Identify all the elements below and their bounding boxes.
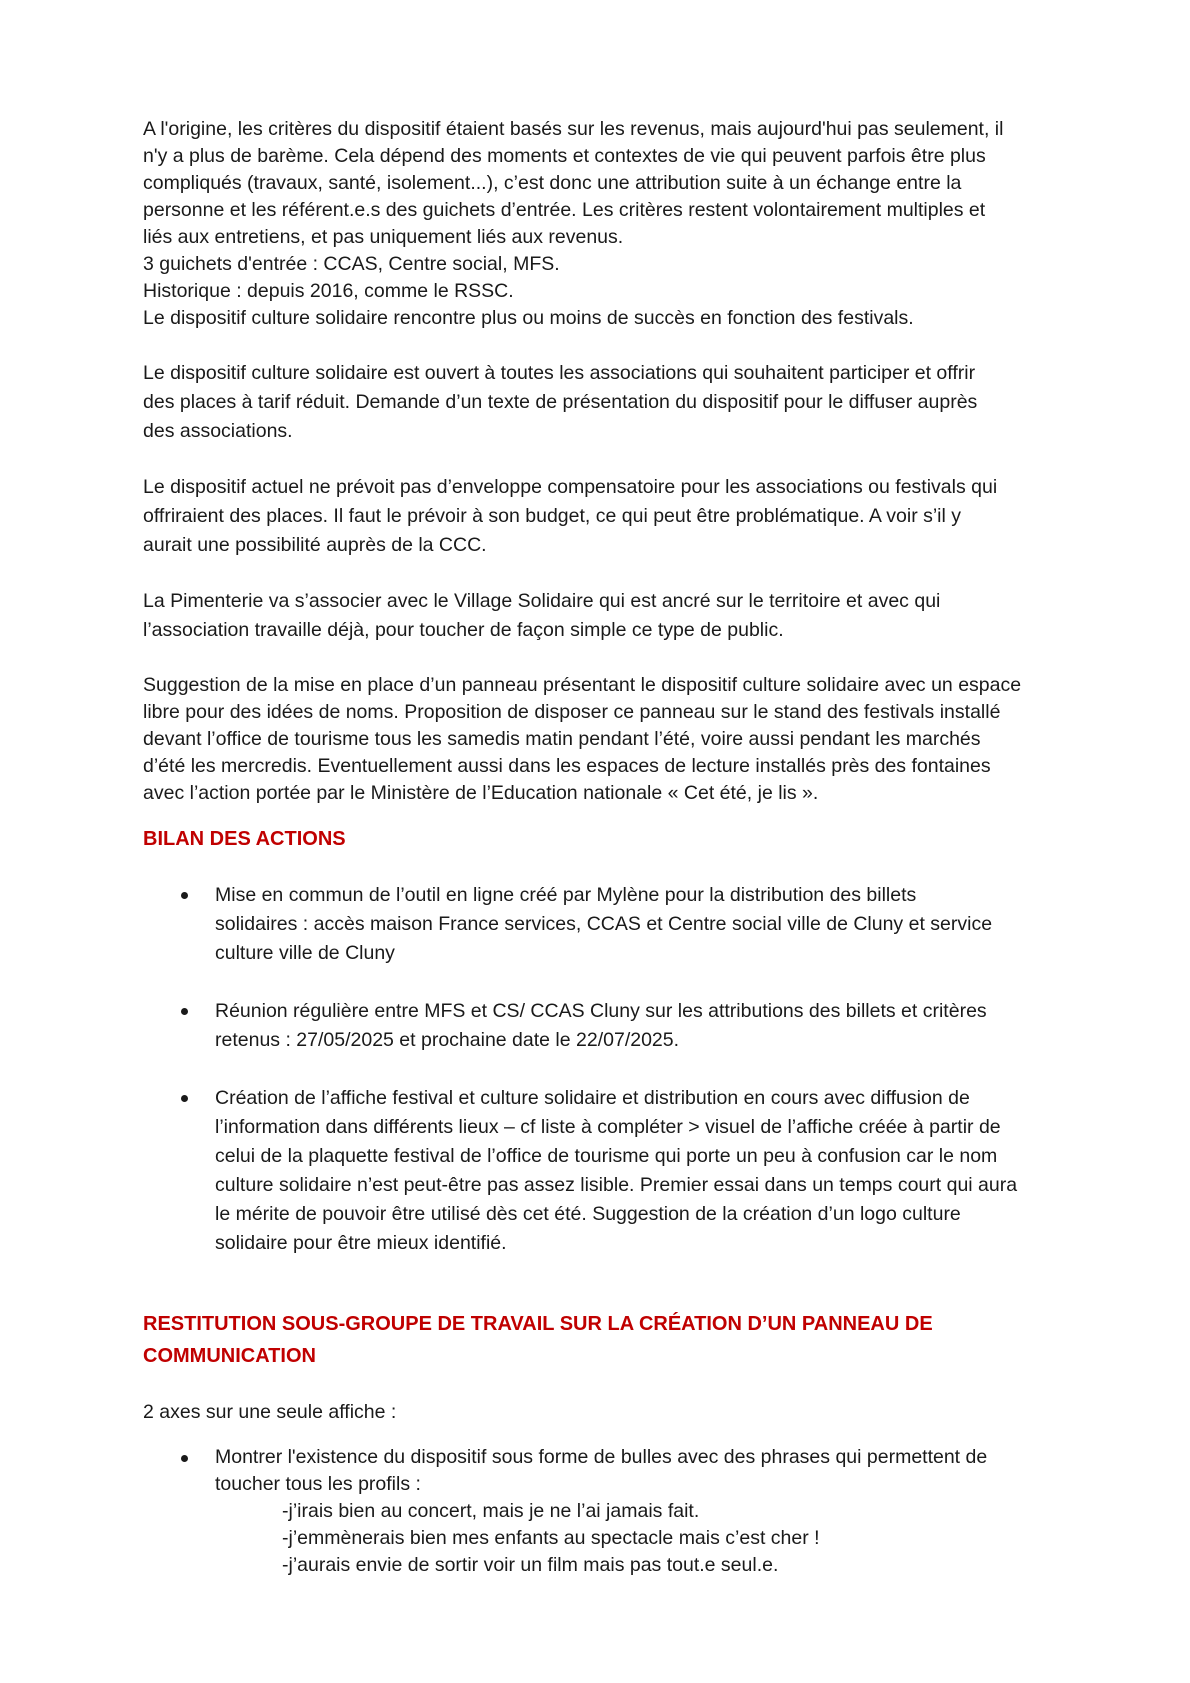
text-line: des places à tarif réduit. Demande d’un texte de présentation du dispositif pour le diffuser auprès (143, 391, 978, 413)
section-heading-restitution (143, 1308, 1040, 1372)
text-line: solidaires : accès maison France services, CCAS et Centre social ville de Cluny et service (215, 913, 993, 935)
intro-paragraph (143, 116, 1040, 332)
text-line: toucher tous les profils : (215, 1473, 421, 1495)
text-line: Mise en commun de l’outil en ligne créé par Mylène pour la distribution des billets (215, 884, 917, 906)
text-line: le mérite de pouvoir être utilisé dès cet été. Suggestion de la création d’un logo culture (215, 1203, 961, 1225)
heading-line: RESTITUTION SOUS-GROUPE DE TRAVAIL SUR LA CRÉATION D’UN PANNEAU DE (143, 1313, 933, 1335)
axes-intro: 2 axes sur une seule affiche : (143, 1401, 397, 1423)
list-item (143, 881, 1040, 968)
list-item (143, 1444, 1040, 1498)
enveloppe-paragraph (143, 473, 1040, 560)
text-line: compliqués (travaux, santé, isolement...), c’est donc une attribution suite à un échange entre la (143, 172, 962, 194)
quote-line: -j’emmènerais bien mes enfants au spectacle mais c’est cher ! (282, 1527, 820, 1549)
quote-line: -j’aurais envie de sortir voir un film mais pas tout.e seul.e. (282, 1554, 779, 1576)
axes-list (143, 1444, 1040, 1498)
text-line: culture ville de Cluny (215, 942, 395, 964)
text-line: devant l’office de tourisme tous les samedis matin pendant l’été, voire aussi pendant les marchés (143, 728, 981, 750)
heading-line: COMMUNICATION (143, 1345, 316, 1367)
text-line: personne et les référent.e.s des guichets d’entrée. Les critères restent volontairement multiples et (143, 199, 986, 221)
text-line: Historique : depuis 2016, comme le RSSC. (143, 280, 514, 302)
text-line: l’information dans différents lieux – cf liste à compléter > visuel de l’affiche créée à partir de (215, 1116, 1001, 1138)
text-line: 3 guichets d'entrée : CCAS, Centre social, MFS. (143, 253, 560, 275)
text-line: n'y a plus de barème. Cela dépend des moments et contextes de vie qui peuvent parfois être plus (143, 145, 986, 167)
text-line: des associations. (143, 420, 293, 442)
text-line: A l'origine, les critères du dispositif étaient basés sur les revenus, mais aujourd'hui pas seulement, il (143, 118, 1004, 140)
text-line: retenus : 27/05/2025 et prochaine date le 22/07/2025. (215, 1029, 680, 1051)
section-heading-bilan: BILAN DES ACTIONS (143, 828, 346, 850)
text-line: celui de la plaquette festival de l’office de tourisme qui porte un peu à confusion car le nom (215, 1145, 998, 1167)
quote-list (143, 1498, 1040, 1579)
bilan-list (143, 881, 1040, 1258)
associations-paragraph (143, 359, 1040, 446)
text-line: culture solidaire n’est peut-être pas assez lisible. Premier essai dans un temps court qui aura (215, 1174, 1018, 1196)
quote-line: -j’irais bien au concert, mais je ne l’ai jamais fait. (282, 1500, 700, 1522)
text-line: Réunion régulière entre MFS et CS/ CCAS Cluny sur les attributions des billets et critères (215, 1000, 987, 1022)
text-line: aurait une possibilité auprès de la CCC. (143, 534, 487, 556)
text-line: avec l’action portée par le Ministère de l’Education nationale « Cet été, je lis ». (143, 782, 819, 804)
text-line: Le dispositif actuel ne prévoit pas d’enveloppe compensatoire pour les associations ou festivals qui (143, 476, 998, 498)
text-line: libre pour des idées de noms. Proposition de disposer ce panneau sur le stand des festivals installé (143, 701, 1001, 723)
text-line: Suggestion de la mise en place d’un panneau présentant le dispositif culture solidaire avec un espace (143, 674, 1022, 696)
pimenterie-paragraph (143, 587, 1040, 645)
text-line: La Pimenterie va s’associer avec le Village Solidaire qui est ancré sur le territoire et avec qui (143, 590, 941, 612)
text-line: offriraient des places. Il faut le prévoir à son budget, ce qui peut être problématique. A voir s’il y (143, 505, 962, 527)
text-line: l’association travaille déjà, pour toucher de façon simple ce type de public. (143, 619, 784, 641)
list-item (143, 997, 1040, 1055)
list-item (143, 1084, 1040, 1258)
text-line: d’été les mercredis. Eventuellement aussi dans les espaces de lecture installés près des fontaines (143, 755, 991, 777)
text-line: solidaire pour être mieux identifié. (215, 1232, 507, 1254)
text-line: Création de l’affiche festival et culture solidaire et distribution en cours avec diffusion de (215, 1087, 970, 1109)
text-line: liés aux entretiens, et pas uniquement liés aux revenus. (143, 226, 624, 248)
text-line: Montrer l'existence du dispositif sous forme de bulles avec des phrases qui permettent de (215, 1446, 988, 1468)
suggestion-paragraph (143, 672, 1040, 807)
text-line: Le dispositif culture solidaire est ouvert à toutes les associations qui souhaitent participer et offrir (143, 362, 976, 384)
text-line: Le dispositif culture solidaire rencontre plus ou moins de succès en fonction des festivals. (143, 307, 914, 329)
